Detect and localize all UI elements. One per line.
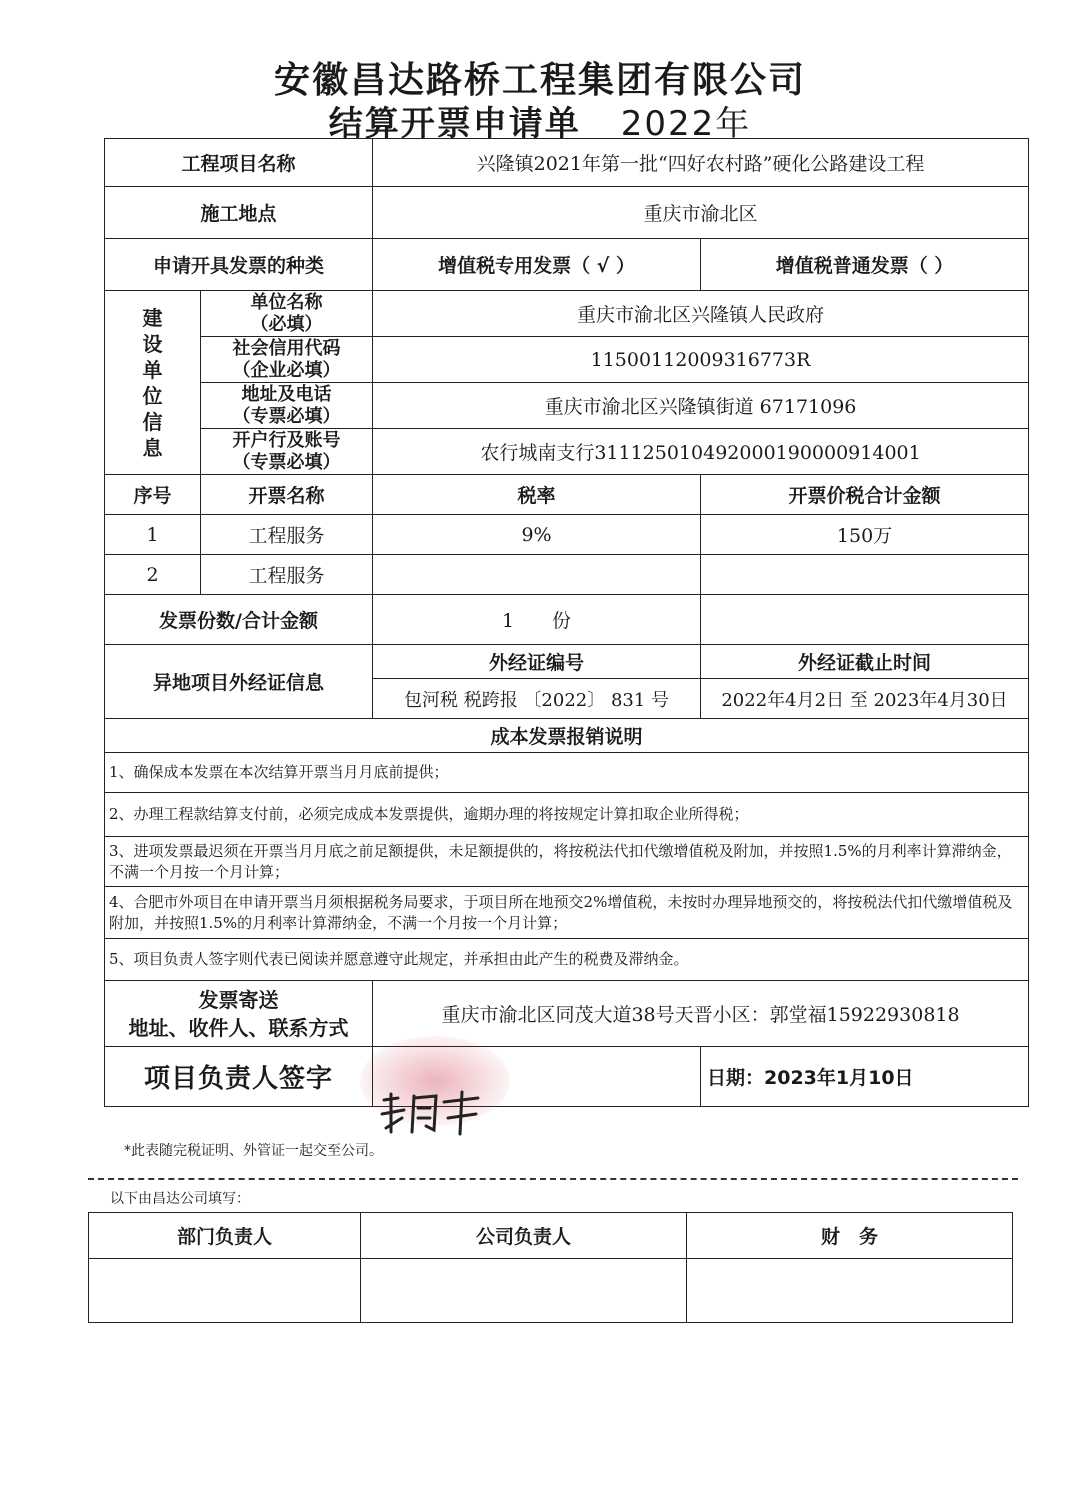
builder-name-label-main: 单位名称 bbox=[250, 291, 323, 313]
item-rate[interactable]: 9% bbox=[373, 515, 701, 555]
invoice-count[interactable]: 1 份 bbox=[373, 595, 701, 645]
item-seq: 1 bbox=[105, 515, 201, 555]
mailing-value[interactable]: 重庆市渝北区同茂大道38号天晋小区：郭堂福15922930818 bbox=[373, 981, 1029, 1047]
special-invoice-checkbox[interactable]: 增值税专用发票（ √ ） bbox=[373, 239, 701, 291]
external-deadline-label: 外经证截止时间 bbox=[701, 645, 1029, 679]
cut-line-divider bbox=[88, 1178, 1018, 1180]
note-row-4 bbox=[105, 887, 1029, 939]
table-row bbox=[105, 555, 1029, 595]
external-deadline-value[interactable]: 2022年4月2日 至 2023年4月30日 bbox=[701, 679, 1029, 719]
builder-row-1 bbox=[105, 291, 1029, 337]
totals-label: 发票份数/合计金额 bbox=[105, 595, 373, 645]
note-item: 2、办理工程款结算支付前，必须完成成本发票提供，逾期办理的将按规定计算扣取企业所得税； bbox=[105, 793, 1029, 837]
address-phone-label-note: （专票必填） bbox=[232, 405, 341, 427]
approval-sign-row bbox=[89, 1259, 1013, 1323]
note-row-3 bbox=[105, 837, 1029, 887]
item-amount[interactable] bbox=[701, 555, 1029, 595]
item-amount[interactable]: 150万 bbox=[701, 515, 1029, 555]
table-row bbox=[105, 515, 1029, 555]
credit-code-value[interactable]: 11500112009316773R bbox=[373, 337, 1029, 383]
notes-title: 成本发票报销说明 bbox=[105, 719, 1029, 753]
item-name[interactable]: 工程服务 bbox=[201, 555, 373, 595]
external-header-row bbox=[105, 645, 1029, 679]
items-header-row bbox=[105, 475, 1029, 515]
company-head-label: 公司负责人 bbox=[361, 1213, 687, 1259]
company-approval-table bbox=[88, 1212, 1013, 1323]
form-title-text: 结算开票申请单 bbox=[328, 104, 581, 144]
item-name[interactable]: 工程服务 bbox=[201, 515, 373, 555]
dept-head-sign-field[interactable] bbox=[89, 1259, 361, 1323]
invoice-type-label: 申请开具发票的种类 bbox=[105, 239, 373, 291]
project-name-label: 工程项目名称 bbox=[105, 139, 373, 187]
handwritten-signature bbox=[378, 1088, 488, 1138]
address-phone-value[interactable]: 重庆市渝北区兴隆镇街道 67171096 bbox=[373, 383, 1029, 429]
builder-row-3 bbox=[105, 383, 1029, 429]
company-head-sign-field[interactable] bbox=[361, 1259, 687, 1323]
site-label: 施工地点 bbox=[105, 187, 373, 239]
ordinary-invoice-checkbox[interactable]: 增值税普通发票（ ） bbox=[701, 239, 1029, 291]
builder-row-2 bbox=[105, 337, 1029, 383]
builder-name-value[interactable]: 重庆市渝北区兴隆镇人民政府 bbox=[373, 291, 1029, 337]
external-label: 异地项目外经证信息 bbox=[105, 645, 373, 719]
form-year: 2022年 bbox=[620, 104, 752, 144]
approval-header-row bbox=[89, 1213, 1013, 1259]
external-no-label: 外经证编号 bbox=[373, 645, 701, 679]
credit-code-label-note: （企业必填） bbox=[232, 359, 341, 381]
finance-sign-field[interactable] bbox=[687, 1259, 1013, 1323]
address-phone-label-main: 地址及电话 bbox=[241, 383, 332, 405]
invoice-name-header: 开票名称 bbox=[201, 475, 373, 515]
external-no-value[interactable]: 包河税 税跨报 〔2022〕 831 号 bbox=[373, 679, 701, 719]
site-row bbox=[105, 187, 1029, 239]
bank-account-label-note: （专票必填） bbox=[232, 451, 341, 473]
sign-date[interactable]: 日期：2023年1月10日 bbox=[701, 1047, 1029, 1107]
invoice-type-row bbox=[105, 239, 1029, 291]
note-item: 3、进项发票最迟须在开票当月月底之前足额提供，未足额提供的，将按税法代扣代缴增值税及附加，并按照1.5%的月利率计算滞纳金，不满一个月按一个月计算； bbox=[105, 837, 1029, 887]
note-row-2 bbox=[105, 793, 1029, 837]
item-seq: 2 bbox=[105, 555, 201, 595]
note-row-1 bbox=[105, 753, 1029, 793]
totals-row bbox=[105, 595, 1029, 645]
application-form-table bbox=[104, 138, 1029, 1107]
address-phone-label bbox=[201, 383, 373, 429]
dept-head-label: 部门负责人 bbox=[89, 1213, 361, 1259]
total-amount[interactable] bbox=[701, 595, 1029, 645]
builder-name-label-note: （必填） bbox=[250, 313, 323, 335]
project-name-value[interactable]: 兴隆镇2021年第一批“四好农村路”硬化公路建设工程 bbox=[373, 139, 1029, 187]
builder-group-label: 建 设 单 位 信 息 bbox=[105, 291, 201, 475]
note-item: 5、项目负责人签字则代表已阅读并愿意遵守此规定，并承担由此产生的税费及滞纳金。 bbox=[105, 939, 1029, 981]
credit-code-label bbox=[201, 337, 373, 383]
bank-account-label bbox=[201, 429, 373, 475]
builder-name-label bbox=[201, 291, 373, 337]
note-item: 1、确保成本发票在本次结算开票当月月底前提供； bbox=[105, 753, 1029, 793]
company-fill-hint: 以下由昌达公司填写： bbox=[110, 1191, 250, 1207]
finance-label: 财 务 bbox=[687, 1213, 1013, 1259]
tax-rate-header: 税率 bbox=[373, 475, 701, 515]
notes-title-row bbox=[105, 719, 1029, 753]
seq-header: 序号 bbox=[105, 475, 201, 515]
footnote: *此表随完税证明、外管证一起交至公司。 bbox=[124, 1143, 383, 1159]
mailing-label-main: 发票寄送 bbox=[198, 987, 279, 1012]
mailing-label bbox=[105, 981, 373, 1047]
signature-row bbox=[105, 1047, 1029, 1107]
site-value[interactable]: 重庆市渝北区 bbox=[373, 187, 1029, 239]
project-name-row bbox=[105, 139, 1029, 187]
note-item: 4、合肥市外项目在申请开票当月须根据税务局要求，于项目所在地预交2%增值税，未按时办理异地预交的，将按税法代扣代缴增值税及附加，并按照1.5%的月利率计算滞纳金，不满一个月按一个月计算； bbox=[105, 887, 1029, 939]
amount-header: 开票价税合计金额 bbox=[701, 475, 1029, 515]
mailing-row bbox=[105, 981, 1029, 1047]
bank-account-value[interactable]: 农行城南支行3111250104920001900009140​01 bbox=[373, 429, 1029, 475]
bank-account-label-main: 开户行及账号 bbox=[232, 429, 341, 451]
item-rate[interactable] bbox=[373, 555, 701, 595]
company-name: 安徽昌达路桥工程集团有限公司 bbox=[273, 60, 806, 101]
mailing-label-sub: 地址、收件人、联系方式 bbox=[128, 1015, 349, 1040]
signer-label: 项目负责人签字 bbox=[105, 1047, 373, 1107]
builder-row-4 bbox=[105, 429, 1029, 475]
note-row-5 bbox=[105, 939, 1029, 981]
credit-code-label-main: 社会信用代码 bbox=[232, 337, 341, 359]
